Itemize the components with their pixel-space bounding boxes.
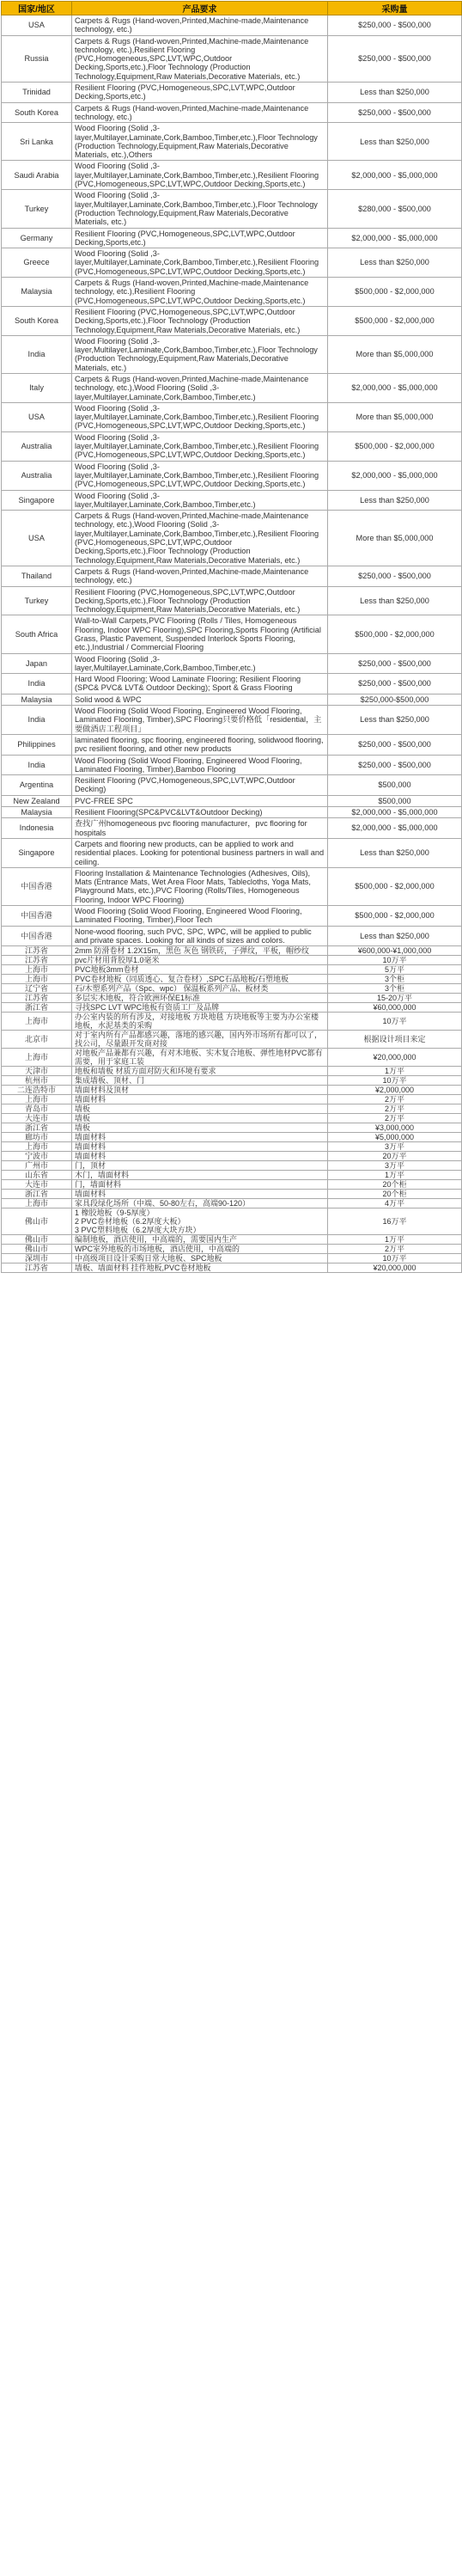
cell-country: 大连市 [2, 1114, 72, 1123]
table-row [2, 1067, 462, 1076]
cell-country: 佛山市 [2, 1208, 72, 1235]
cell-amount: 2万平 [328, 1245, 462, 1254]
cell-product: Wood Flooring (Solid ,3-layer,Multilayer,Laminate,Cork,Bamboo,Timber,etc.),Floor Technology (Production Technology,Equipment,Raw Materials,Decorative Materials, etc.),Others [72, 123, 328, 161]
cell-product: Resilient Flooring (PVC,Homogeneous,SPC,LVT,WPC,Outdoor Decking,Sports,etc.),Floor Technology (Production Technology,Equipment,Raw Materials,Decorative Materials, etc.) [72, 586, 328, 615]
table-row [2, 161, 462, 190]
table-row [2, 795, 462, 806]
cell-amount: $250,000 - $500,000 [328, 755, 462, 775]
cell-amount: $250,000 - $500,000 [328, 734, 462, 755]
table-row [2, 926, 462, 946]
header-amount: 采购量 [328, 2, 462, 15]
table-row [2, 278, 462, 307]
cell-product: None-wood flooring, such PVC, SPC, WPC, will be applied to public and private spaces. Looking for all kinds of sizes and colors. [72, 926, 328, 946]
table-row [2, 706, 462, 735]
cell-product: Carpets & Rugs (Hand-woven,Printed,Machine-made,Maintenance technology, etc.),Wood Flooring (Solid ,3-layer,Multilayer,Laminate,Cork,Bamboo,Timber,etc.) [72, 373, 328, 402]
table-row [2, 490, 462, 511]
cell-country: Japan [2, 653, 72, 674]
cell-country: 上海市 [2, 1013, 72, 1031]
cell-amount: Less than $250,000 [328, 706, 462, 735]
cell-country: 辽宁省 [2, 984, 72, 994]
cell-product: Carpets & Rugs (Hand-woven,Printed,Machine-made,Maintenance technology, etc.),Resilient Flooring (PVC,Homogeneous,SPC,LVT,WPC,Outdoor Decking,Sports,etc.) [72, 278, 328, 307]
table-row [2, 1245, 462, 1254]
cell-country: 江苏省 [2, 994, 72, 1003]
table-row [2, 653, 462, 674]
cell-product: PVC卷材地板（同质透心、复合卷材）,SPC石晶地板/石塑地板 [72, 975, 328, 984]
cell-country: Sri Lanka [2, 123, 72, 161]
cell-product: Wood Flooring (Solid ,3-layer,Multilayer,Laminate,Cork,Bamboo,Timber,etc.),Floor Technology (Production Technology,Equipment,Raw Materials,Decorative Materials, etc.) [72, 335, 328, 373]
cell-country: 江苏省 [2, 946, 72, 956]
cell-amount: $250,000 - $500,000 [328, 653, 462, 674]
cell-country: 中国香港 [2, 906, 72, 927]
cell-country: Indonesia [2, 818, 72, 839]
cell-country: 江苏省 [2, 956, 72, 965]
cell-country: Malaysia [2, 807, 72, 818]
cell-country: South Korea [2, 306, 72, 335]
cell-product: 墙面材料 [72, 1095, 328, 1104]
table-row [2, 1031, 462, 1049]
table-row [2, 15, 462, 36]
cell-product: Wood Flooring (Solid ,3-layer,Multilayer,Laminate,Cork,Bamboo,Timber,etc.),Resilient Flooring (PVC,Homogeneous,SPC,LVT,WPC,Outdoor Decking,Sports,etc.) [72, 431, 328, 461]
cell-product: Carpets & Rugs (Hand-woven,Printed,Machine-made,Maintenance technology, etc.),Resilient Flooring (PVC,Homogeneous,SPC,LVT,WPC,Outdoor Decking,Sports,etc.),Floor Technology (Production Technology,Equipment,Raw Materials,Decorative Materials, etc.) [72, 35, 328, 82]
cell-country: 上海市 [2, 1049, 72, 1067]
cell-amount: 10万平 [328, 1013, 462, 1031]
cell-country: Thailand [2, 566, 72, 586]
cell-amount: 3个柜 [328, 975, 462, 984]
table-row [2, 1142, 462, 1152]
cell-amount: Less than $250,000 [328, 123, 462, 161]
cell-country: Malaysia [2, 278, 72, 307]
cell-country: 大连市 [2, 1180, 72, 1190]
cell-amount: $500,000 - $2,000,000 [328, 431, 462, 461]
cell-country: Philippines [2, 734, 72, 755]
table-row [2, 755, 462, 775]
cell-amount: 2万平 [328, 1114, 462, 1123]
cell-product: pvc片材用背胶厚1.0毫米 [72, 956, 328, 965]
cell-product: WPC室外地板的市场地板，酒店使用，中高端的 [72, 1245, 328, 1254]
cell-product: Wood Flooring (Solid ,3-layer,Multilayer,Laminate,Cork,Bamboo,Timber,etc.) [72, 653, 328, 674]
cell-amount: $500,000 - $2,000,000 [328, 615, 462, 653]
cell-product: 墙板 [72, 1104, 328, 1114]
cell-product: 墙板、墙面材料 挂件地板,PVC卷材地板 [72, 1264, 328, 1273]
table-row [2, 102, 462, 123]
cell-product: 家具段绿化场所（中端、50-80左右，高端90-120） [72, 1199, 328, 1208]
cell-country: India [2, 335, 72, 373]
cell-product: 墙面材料及顶材 [72, 1086, 328, 1095]
cell-amount: 1万平 [328, 1235, 462, 1245]
table-row [2, 694, 462, 705]
cell-amount: $500,000 - $2,000,000 [328, 306, 462, 335]
cell-country: 佛山市 [2, 1245, 72, 1254]
cell-country: Italy [2, 373, 72, 402]
cell-amount: 2万平 [328, 1095, 462, 1104]
cell-product: Wood Flooring (Solid ,3-layer,Multilayer,Laminate,Cork,Bamboo,Timber,etc.),Resilient Flooring (PVC,Homogeneous,SPC,LVT,WPC,Outdoor Decking,Sports,etc.) [72, 161, 328, 190]
cell-amount: Less than $250,000 [328, 83, 462, 103]
table-row [2, 1086, 462, 1095]
cell-country: 天津市 [2, 1067, 72, 1076]
table-row [2, 807, 462, 818]
table-row [2, 1208, 462, 1235]
cell-country: Turkey [2, 190, 72, 228]
cell-amount: $2,000,000 - $5,000,000 [328, 161, 462, 190]
table-row [2, 335, 462, 373]
table-row [2, 965, 462, 975]
table-row [2, 818, 462, 839]
cell-country: Australia [2, 431, 72, 461]
cell-product: 墙面材料 [72, 1142, 328, 1152]
cell-country: 深圳市 [2, 1254, 72, 1264]
cell-amount: $500,000 - $2,000,000 [328, 867, 462, 905]
cell-amount: 20万平 [328, 1152, 462, 1161]
cell-product: 查找广州homogeneous pvc flooring manufacturer，pvc flooring for hospitals [72, 818, 328, 839]
table-row [2, 1161, 462, 1171]
cell-amount: ¥2,000,000 [328, 1086, 462, 1095]
cell-product: Carpets & Rugs (Hand-woven,Printed,Machine-made,Maintenance technology, etc.),Wood Flooring (Solid ,3-layer,Multilayer,Laminate,Cork,Bamboo,Timber,etc.),Resilient Flooring (PVC,Homogeneous,SPC,LVT,WPC,Outdoor Decking,Sports,etc.),Floor Technology (Production Technology,Equipment,Raw Materials,Decorative Materials, etc.) [72, 511, 328, 566]
cell-product: Wood Flooring (Solid Wood Flooring, Engineered Wood Flooring, Laminated Flooring, Timber),Bamboo Flooring [72, 755, 328, 775]
cell-country: USA [2, 15, 72, 36]
cell-product: Resilient Flooring (PVC,Homogeneous,SPC,LVT,WPC,Outdoor Decking) [72, 775, 328, 796]
cell-country: 杭州市 [2, 1076, 72, 1086]
cell-amount: $500,000 - $2,000,000 [328, 906, 462, 927]
header-country: 国家/地区 [2, 2, 72, 15]
cell-product: 门，墙面材料 [72, 1180, 328, 1190]
table-row [2, 956, 462, 965]
cell-amount: More than $5,000,000 [328, 335, 462, 373]
cell-country: South Africa [2, 615, 72, 653]
cell-product: Carpets & Rugs (Hand-woven,Printed,Machine-made,Maintenance technology, etc.) [72, 102, 328, 123]
cell-product: Wood Flooring (Solid ,3-layer,Multilayer,Laminate,Cork,Bamboo,Timber,etc.),Resilient Flooring (PVC,Homogeneous,SPC,LVT,WPC,Outdoor Decking,Sports,etc.) [72, 248, 328, 278]
cell-country: Russia [2, 35, 72, 82]
cell-amount: Less than $250,000 [328, 586, 462, 615]
cell-product: 墙面材料 [72, 1133, 328, 1142]
cell-country: 青岛市 [2, 1104, 72, 1114]
cell-amount: $250,000 - $500,000 [328, 566, 462, 586]
cell-amount: $2,000,000 - $5,000,000 [328, 807, 462, 818]
cell-amount: 10万平 [328, 1254, 462, 1264]
cell-product: Wood Flooring (Solid ,3-layer,Multilayer,Laminate,Cork,Bamboo,Timber,etc.),Floor Technology (Production Technology,Equipment,Raw Materials,Decorative Materials, etc.) [72, 190, 328, 228]
cell-amount: $500,000 - $2,000,000 [328, 278, 462, 307]
table-row [2, 1104, 462, 1114]
cell-amount: 1万平 [328, 1067, 462, 1076]
cell-product: 门，顶材 [72, 1161, 328, 1171]
cell-country: Saudi Arabia [2, 161, 72, 190]
table-row [2, 1095, 462, 1104]
cell-product: Flooring Installation & Maintenance Technologies (Adhesives, Oils), Mats (Entrance Mats, Wet Area Floor Mats, Tablecloths, Yoga Mats, Playground Mats, etc.),PVC Flooring (Rolls/Tiles, Homogeneous Flooring, Indoor WPC Flooring) [72, 867, 328, 905]
cell-product: Wood Flooring (Solid ,3-layer,Multilayer,Laminate,Cork,Bamboo,Timber,etc.),Resilient Flooring (PVC,Homogeneous,SPC,LVT,WPC,Outdoor Decking,Sports,etc.) [72, 461, 328, 490]
table-row [2, 1013, 462, 1031]
cell-amount: $250,000 - $500,000 [328, 35, 462, 82]
header-product: 产品要求 [72, 2, 328, 15]
cell-product: laminated flooring, spc flooring, engineered flooring, solidwood flooring, pvc resilient flooring, and other new products [72, 734, 328, 755]
cell-country: 江苏省 [2, 1264, 72, 1273]
cell-country: Malaysia [2, 694, 72, 705]
cell-product: Wood Flooring (Solid ,3-layer,Multilayer,Laminate,Cork,Bamboo,Timber,etc.),Resilient Flooring (PVC,Homogeneous,SPC,LVT,WPC,Outdoor Decking,Sports,etc.) [72, 402, 328, 431]
cell-amount: Less than $250,000 [328, 248, 462, 278]
cell-country: 上海市 [2, 975, 72, 984]
cell-product: 地板和墙板 材质方面对防火和环境有要求 [72, 1067, 328, 1076]
cell-amount: ¥20,000,000 [328, 1049, 462, 1067]
cell-country: 廊坊市 [2, 1133, 72, 1142]
table-row [2, 306, 462, 335]
cell-amount: ¥3,000,000 [328, 1123, 462, 1133]
table-row [2, 734, 462, 755]
cell-country: Argentina [2, 775, 72, 796]
cell-amount: ¥20,000,000 [328, 1264, 462, 1273]
cell-product: 对地板产品兼都有兴趣，有对木地板、实木复合地板、弹性地材PVC都有需要，用于家庭工装 [72, 1049, 328, 1067]
cell-country: India [2, 674, 72, 694]
cell-product: 对于室内所有产品都感兴趣，落地的感兴趣，国内外市场所有都可以了，找公司，尽量跟开发商对接 [72, 1031, 328, 1049]
cell-product: 多层实木地板，符合欧洲环保E1标准 [72, 994, 328, 1003]
cell-product: Resilient Flooring (PVC,Homogeneous,SPC,LVT,WPC,Outdoor Decking,Sports,etc.),Floor Technology (Production Technology,Equipment,Raw Materials,Decorative Materials, etc.) [72, 306, 328, 335]
cell-country: 中国香港 [2, 926, 72, 946]
cell-product: 寻找SPC LVT WPC地板有资质工厂及品牌 [72, 1003, 328, 1013]
cell-country: 浙江省 [2, 1123, 72, 1133]
cell-country: 上海市 [2, 965, 72, 975]
table-row [2, 1190, 462, 1199]
table-body [2, 15, 462, 1273]
table-row [2, 1076, 462, 1086]
cell-amount: $250,000 - $500,000 [328, 102, 462, 123]
cell-amount: $500,000 [328, 775, 462, 796]
cell-country: 北京市 [2, 1031, 72, 1049]
cell-amount: 4万平 [328, 1199, 462, 1208]
table-row [2, 1152, 462, 1161]
cell-amount: ¥60,000,000 [328, 1003, 462, 1013]
cell-amount: 20个柜 [328, 1190, 462, 1199]
cell-country: 上海市 [2, 1142, 72, 1152]
cell-product: Carpets & Rugs (Hand-woven,Printed,Machine-made,Maintenance technology, etc.) [72, 15, 328, 36]
cell-product: 墙面材料 [72, 1152, 328, 1161]
cell-country: Australia [2, 461, 72, 490]
table-row [2, 373, 462, 402]
cell-product: Carpets & Rugs (Hand-woven,Printed,Machine-made,Maintenance technology, etc.) [72, 566, 328, 586]
cell-country: New Zealand [2, 795, 72, 806]
table-row [2, 1123, 462, 1133]
cell-amount: 根据设计项目来定 [328, 1031, 462, 1049]
table-row [2, 906, 462, 927]
cell-country: USA [2, 511, 72, 566]
cell-country: 上海市 [2, 1199, 72, 1208]
cell-country: 浙江省 [2, 1003, 72, 1013]
cell-amount: Less than $250,000 [328, 926, 462, 946]
table-row [2, 586, 462, 615]
table-row [2, 1133, 462, 1142]
cell-amount: $280,000 - $500,000 [328, 190, 462, 228]
cell-country: Trinidad [2, 83, 72, 103]
table-row [2, 511, 462, 566]
table-row [2, 1199, 462, 1208]
table-row [2, 1180, 462, 1190]
cell-country: Singapore [2, 838, 72, 867]
cell-amount: More than $5,000,000 [328, 511, 462, 566]
cell-country: 广州市 [2, 1161, 72, 1171]
table-row [2, 838, 462, 867]
table-row [2, 994, 462, 1003]
cell-amount: 15-20万平 [328, 994, 462, 1003]
table-row [2, 190, 462, 228]
cell-product: 1 橡胶地板（9-5厚度） 2 PVC卷材地板（6.2厚度大板） 3 PVC塑料地板（6.2厚度大块方块） [72, 1208, 328, 1235]
cell-country: 宁波市 [2, 1152, 72, 1161]
cell-country: 上海市 [2, 1095, 72, 1104]
table-row [2, 431, 462, 461]
table-row [2, 566, 462, 586]
cell-amount: 1万平 [328, 1171, 462, 1180]
table-row [2, 1171, 462, 1180]
cell-amount: Less than $250,000 [328, 490, 462, 511]
table-row [2, 1235, 462, 1245]
table-row [2, 946, 462, 956]
procurement-table [1, 1, 462, 1273]
cell-country: Germany [2, 228, 72, 248]
cell-country: India [2, 755, 72, 775]
table-row [2, 1003, 462, 1013]
cell-country: 中国香港 [2, 867, 72, 905]
cell-product: PVC-FREE SPC [72, 795, 328, 806]
cell-product: 木门，墙面材料 [72, 1171, 328, 1180]
table-row [2, 1254, 462, 1264]
cell-amount: $2,000,000 - $5,000,000 [328, 461, 462, 490]
cell-amount: $250,000 - $500,000 [328, 674, 462, 694]
cell-amount: $2,000,000 - $5,000,000 [328, 373, 462, 402]
cell-product: Resilient Flooring (PVC,Homogeneous,SPC,LVT,WPC,Outdoor Decking,Sports,etc.) [72, 228, 328, 248]
cell-product: 编制地板，酒店使用，中高端的，需要国内生产 [72, 1235, 328, 1245]
table-row [2, 984, 462, 994]
cell-product: Wood Flooring (Solid Wood Flooring, Engineered Wood Flooring, Laminated Flooring, Timber),SPC Flooring只要价格低「residential，主要做酒店工程项目」 [72, 706, 328, 735]
cell-country: 佛山市 [2, 1235, 72, 1245]
cell-country: South Korea [2, 102, 72, 123]
cell-product: Resilient Flooring(SPC&PVC&LVT&Outdoor Decking) [72, 807, 328, 818]
cell-product: 中高级项目设计采购日常大地板、SPC地板 [72, 1254, 328, 1264]
cell-amount: $2,000,000 - $5,000,000 [328, 818, 462, 839]
cell-amount: Less than $250,000 [328, 838, 462, 867]
cell-product: PVC地板3mm卷材 [72, 965, 328, 975]
table-row [2, 228, 462, 248]
cell-product: Hard Wood Flooring; Wood Laminate Flooring; Resilient Flooring (SPC& PVC& LVT& Outdoor Decking); Sport & Grass Flooring [72, 674, 328, 694]
header-row [2, 2, 462, 15]
cell-product: 2mm 防滑卷材 1.2X15m，黑色 灰色 钢铁砖，子弹纹，平板，帽纱纹 [72, 946, 328, 956]
cell-country: Turkey [2, 586, 72, 615]
cell-amount: $250,000-$500,000 [328, 694, 462, 705]
cell-product: 墙板 [72, 1114, 328, 1123]
cell-amount: 10万平 [328, 956, 462, 965]
table-row [2, 674, 462, 694]
table-row [2, 461, 462, 490]
cell-product: Solid wood & WPC [72, 694, 328, 705]
cell-product: Wood Flooring (Solid Wood Flooring, Engineered Wood Flooring, Laminated Flooring, Timber),Floor Tech [72, 906, 328, 927]
cell-amount: $2,000,000 - $5,000,000 [328, 228, 462, 248]
cell-amount: 3万平 [328, 1161, 462, 1171]
cell-amount: ¥600,000-¥1,000,000 [328, 946, 462, 956]
table-row [2, 1264, 462, 1273]
cell-country: 山东省 [2, 1171, 72, 1180]
table-row [2, 1114, 462, 1123]
cell-amount: 20个柜 [328, 1180, 462, 1190]
cell-product: Carpets and flooring new products, can be applied to work and residential places. Looking for potentional business partners in wall and ceiling. [72, 838, 328, 867]
cell-amount: $500,000 [328, 795, 462, 806]
table-row [2, 975, 462, 984]
cell-product: 墙板 [72, 1123, 328, 1133]
cell-country: Greece [2, 248, 72, 278]
cell-amount: 3个柜 [328, 984, 462, 994]
cell-amount: ¥5,000,000 [328, 1133, 462, 1142]
table-row [2, 402, 462, 431]
cell-amount: 3万平 [328, 1142, 462, 1152]
table-row [2, 35, 462, 82]
cell-amount: 16万平 [328, 1208, 462, 1235]
cell-amount: 10万平 [328, 1076, 462, 1086]
cell-product: 集成墙板、顶材、门 [72, 1076, 328, 1086]
table-row [2, 1049, 462, 1067]
table-row [2, 248, 462, 278]
cell-country: India [2, 706, 72, 735]
cell-country: Singapore [2, 490, 72, 511]
cell-country: 二连浩特市 [2, 1086, 72, 1095]
cell-product: 石/木塑系列产品（Spc、wpc） 保温板系列产品、板材类 [72, 984, 328, 994]
cell-product: Wood Flooring (Solid ,3-layer,Multilayer,Laminate,Cork,Bamboo,Timber,etc.) [72, 490, 328, 511]
cell-amount: $250,000 - $500,000 [328, 15, 462, 36]
table-row [2, 83, 462, 103]
cell-amount: More than $5,000,000 [328, 402, 462, 431]
table-row [2, 615, 462, 653]
cell-product: Resilient Flooring (PVC,Homogeneous,SPC,LVT,WPC,Outdoor Decking,Sports,etc.) [72, 83, 328, 103]
cell-amount: 5万平 [328, 965, 462, 975]
cell-country: USA [2, 402, 72, 431]
cell-product: Wall-to-Wall Carpets,PVC Flooring (Rolls / Tiles, Homogeneous Flooring, Indoor WPC Flooring),SPC Flooring,Sports Flooring (Artificial Grass, Plastic Pavement, Suspended Interlock Sports Flooring, etc.),Industrial / Commercial Flooring [72, 615, 328, 653]
table-row [2, 123, 462, 161]
cell-amount: 2万平 [328, 1104, 462, 1114]
cell-country: 浙江省 [2, 1190, 72, 1199]
cell-product: 办公室内装的所有涉及，对接地板 方块地毯 方块地板等主要为办公室楼地板，水泥基类的采购 [72, 1013, 328, 1031]
table-row [2, 775, 462, 796]
table-row [2, 867, 462, 905]
cell-product: 墙面材料 [72, 1190, 328, 1199]
